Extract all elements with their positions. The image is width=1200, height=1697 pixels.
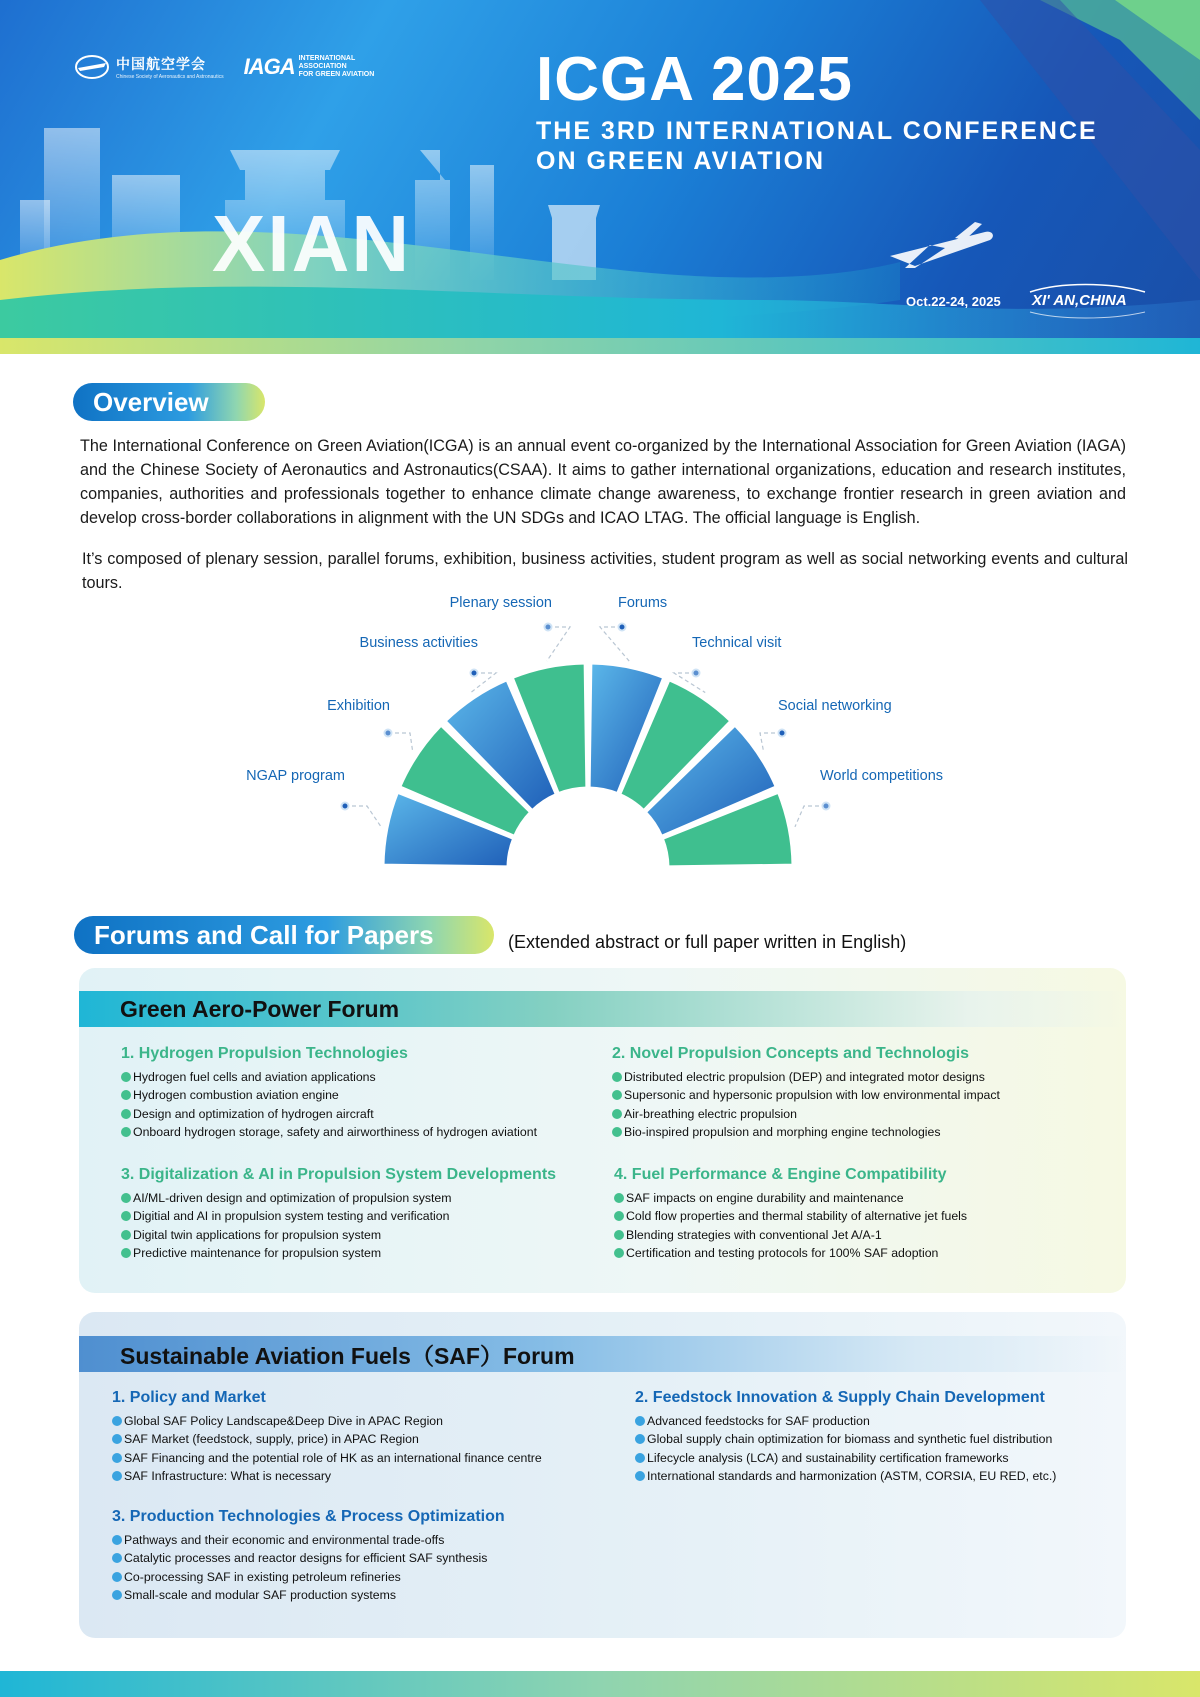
diagram-label: World competitions — [820, 768, 944, 784]
bullet-dot-icon — [612, 1109, 622, 1119]
bullet-dot-icon — [121, 1127, 131, 1137]
topic-item: Supersonic and hypersonic propulsion with low environmental impact — [612, 1086, 1000, 1104]
iaga-logo-text-1: INTERNATIONAL — [298, 55, 356, 62]
bullet-dot-icon — [612, 1090, 622, 1100]
iaga-logo-text-2: ASSOCIATION — [298, 63, 347, 70]
green-topic-4 — [614, 1166, 967, 1262]
diagram-label-dot — [823, 803, 830, 810]
topic-item: Distributed electric propulsion (DEP) and integrated motor designs — [612, 1068, 1000, 1086]
diagram-leader-line — [388, 733, 413, 751]
bullet-dot-icon — [112, 1572, 122, 1582]
city-artwork-text: XIAN — [212, 199, 412, 288]
bullet-dot-icon — [614, 1230, 624, 1240]
topic-item: Onboard hydrogen storage, safety and airworthiness of hydrogen aviationt — [121, 1123, 537, 1141]
green-aero-power-forum-panel — [79, 968, 1126, 1293]
topic-title: 2. Novel Propulsion Concepts and Technologis — [612, 1045, 970, 1062]
diagram-label: Exhibition — [327, 698, 390, 714]
diagram-leader-line — [795, 806, 826, 827]
conference-subtitle — [536, 116, 1176, 176]
bullet-dot-icon — [121, 1248, 131, 1258]
bullet-dot-icon — [112, 1535, 122, 1545]
organizer-logos — [74, 54, 374, 80]
conference-subtitle-line-1: THE 3RD INTERNATIONAL CONFERENCE — [536, 117, 1098, 145]
bullet-dot-icon — [112, 1453, 122, 1463]
topic-item: Global supply chain optimization for biomass and synthetic fuel distribution — [635, 1430, 1056, 1448]
diagram-leader-line — [600, 627, 629, 661]
bullet-dot-icon — [614, 1193, 624, 1203]
diagram-label-dot — [545, 624, 552, 631]
bullet-dot-icon — [112, 1471, 122, 1481]
diagram-leader-line — [547, 627, 570, 661]
green-topic-3 — [121, 1166, 556, 1262]
diagram-label-dot — [342, 803, 349, 810]
topic-item: Bio-inspired propulsion and morphing engine technologies — [612, 1123, 1000, 1141]
iaga-logo-mark: IAGA — [243, 54, 295, 79]
bullet-dot-icon — [614, 1248, 624, 1258]
saf-topic-2 — [635, 1389, 1056, 1485]
diagram-label-dot — [693, 670, 700, 677]
bullet-dot-icon — [112, 1553, 122, 1563]
diagram-label-dot — [779, 730, 786, 737]
topic-item: AI/ML-driven design and optimization of propulsion system — [121, 1189, 556, 1207]
topic-title: 1. Policy and Market — [112, 1389, 266, 1406]
green-topic-2 — [612, 1045, 1000, 1141]
saf-topic-3 — [112, 1508, 505, 1604]
bullet-dot-icon — [612, 1072, 622, 1082]
footer-stripe — [0, 1671, 1200, 1697]
bullet-dot-icon — [121, 1090, 131, 1100]
topic-item: Catalytic processes and reactor designs for efficient SAF synthesis — [112, 1549, 505, 1567]
conference-subtitle-line-2: ON GREEN AVIATION — [536, 147, 826, 175]
green-topic-1 — [121, 1045, 537, 1141]
bullet-dot-icon — [635, 1416, 645, 1426]
iaga-logo — [244, 54, 375, 80]
diagram-label-dot — [385, 730, 392, 737]
topic-item: SAF Market (feedstock, supply, price) in APAC Region — [112, 1430, 542, 1448]
topic-item: Certification and testing protocols for 100% SAF adoption — [614, 1244, 967, 1262]
csaa-logo-english: Chinese Society of Aeronautics and Astronautics — [116, 74, 224, 80]
csaa-emblem-icon — [74, 54, 110, 80]
topic-title: 3. Digitalization & AI in Propulsion System Developments — [121, 1166, 557, 1183]
forums-note: (Extended abstract or full paper written in English) — [508, 932, 907, 952]
topic-item: Lifecycle analysis (LCA) and sustainability certification frameworks — [635, 1449, 1056, 1467]
overview-paragraph-1: The International Conference on Green Aviation(ICGA) is an annual event co-organized by the International Association for Green Aviation (IAGA) and the Chinese Society of Aeronautics and Astronautics(CSAA). It aims to gather international organizations, education and research institutes, companies, authorities and professionals together to enhance climate change awareness, to exchange frontier research in green aviation and develop cross-border collaborations in alignment with the UN SDGs and ICAO LTAG. The official language is English. — [80, 437, 1126, 527]
saf-topic-1 — [112, 1389, 542, 1485]
diagram-label: Forums — [618, 595, 668, 611]
bullet-dot-icon — [614, 1211, 624, 1221]
diagram-label-dot — [619, 624, 626, 631]
topic-item: SAF impacts on engine durability and maintenance — [614, 1189, 967, 1207]
overview-section-title: Overview — [73, 383, 265, 421]
topic-item: Co-processing SAF in existing petroleum refineries — [112, 1568, 505, 1586]
saf-forum-title: Sustainable Aviation Fuels（SAF）Forum — [79, 1336, 1126, 1372]
bullet-dot-icon — [121, 1193, 131, 1203]
bullet-dot-icon — [635, 1471, 645, 1481]
saf-forum-panel — [79, 1312, 1126, 1638]
diagram-leader-line — [345, 806, 381, 827]
topic-item: Hydrogen combustion aviation engine — [121, 1086, 537, 1104]
topic-item: SAF Financing and the potential role of HK as an international finance centre — [112, 1449, 542, 1467]
topic-item: Air-breathing electric propulsion — [612, 1105, 1000, 1123]
csaa-logo-chinese: 中国航空学会 — [116, 57, 206, 73]
diagram-label: Social networking — [778, 698, 892, 714]
topic-item: Design and optimization of hydrogen aircraft — [121, 1105, 537, 1123]
topic-item: Advanced feedstocks for SAF production — [635, 1412, 1056, 1430]
topic-title: 3. Production Technologies & Process Optimization — [112, 1508, 505, 1525]
diagram-label: Plenary session — [449, 595, 552, 611]
csaa-logo — [74, 54, 224, 80]
topic-item: Pathways and their economic and environmental trade-offs — [112, 1531, 505, 1549]
forums-section-title: Forums and Call for Papers — [74, 916, 494, 954]
overview-paragraph-2: It’s composed of plenary session, parallel forums, exhibition, business activities, student program as well as social networking events and cultural tours. — [82, 550, 1128, 592]
conference-location: XI' AN,CHINA — [1032, 292, 1127, 309]
topic-item: Hydrogen fuel cells and aviation applications — [121, 1068, 537, 1086]
bullet-dot-icon — [635, 1434, 645, 1444]
iaga-logo-text-3: FOR GREEN AVIATION — [298, 71, 375, 78]
topic-title: 1. Hydrogen Propulsion Technologies — [121, 1045, 408, 1062]
banner-divider-stripe — [0, 338, 1200, 354]
header-banner — [0, 0, 1200, 340]
bullet-dot-icon — [121, 1230, 131, 1240]
topic-item: Global SAF Policy Landscape&Deep Dive in APAC Region — [112, 1412, 542, 1430]
topic-title: 2. Feedstock Innovation & Supply Chain Development — [635, 1389, 1045, 1406]
topic-item: Blending strategies with conventional Jet A/A-1 — [614, 1226, 967, 1244]
components-diagram — [0, 595, 1200, 885]
bullet-dot-icon — [612, 1127, 622, 1137]
conference-title: ICGA 2025 — [536, 45, 853, 114]
topic-item: Small-scale and modular SAF production systems — [112, 1586, 505, 1604]
topic-item: Cold flow properties and thermal stability of alternative jet fuels — [614, 1207, 967, 1225]
topic-item: International standards and harmonization (ASTM, CORSIA, EU RED, etc.) — [635, 1467, 1056, 1485]
bullet-dot-icon — [121, 1211, 131, 1221]
diagram-label-dot — [471, 670, 478, 677]
topic-item: Digital twin applications for propulsion system — [121, 1226, 556, 1244]
topic-item: Digitial and AI in propulsion system testing and verification — [121, 1207, 556, 1225]
diagram-label: Business activities — [359, 635, 478, 651]
bullet-dot-icon — [121, 1109, 131, 1119]
topic-item: Predictive maintenance for propulsion system — [121, 1244, 556, 1262]
bullet-dot-icon — [121, 1072, 131, 1082]
bullet-dot-icon — [112, 1416, 122, 1426]
topic-title: 4. Fuel Performance & Engine Compatibility — [614, 1166, 947, 1183]
diagram-label: Technical visit — [692, 635, 782, 651]
diagram-label: NGAP program — [246, 768, 345, 784]
conference-dates: Oct.22-24, 2025 — [906, 294, 1001, 309]
topic-item: SAF Infrastructure: What is necessary — [112, 1467, 542, 1485]
bullet-dot-icon — [112, 1434, 122, 1444]
bullet-dot-icon — [635, 1453, 645, 1463]
bullet-dot-icon — [112, 1590, 122, 1600]
green-aero-power-forum-title: Green Aero-Power Forum — [79, 991, 1126, 1027]
